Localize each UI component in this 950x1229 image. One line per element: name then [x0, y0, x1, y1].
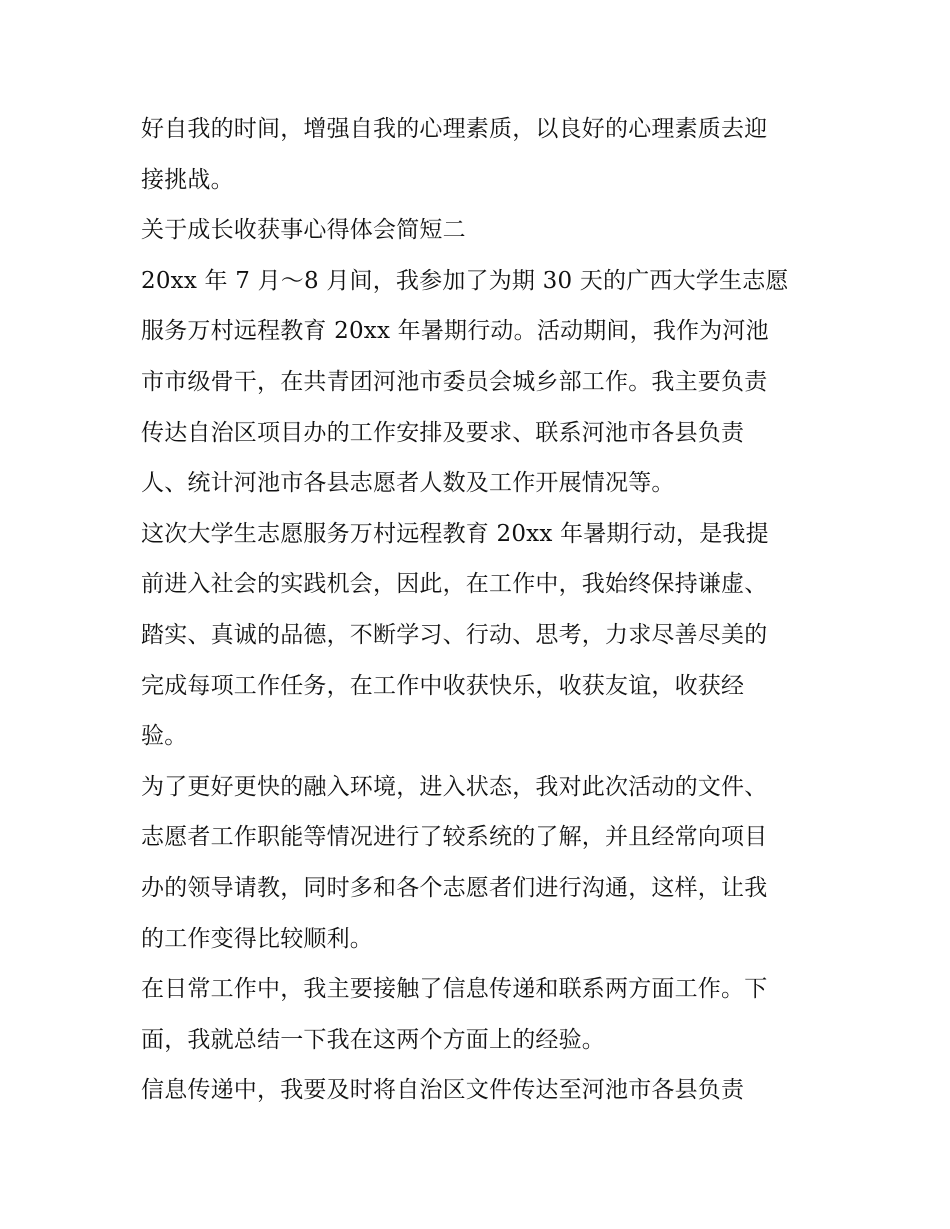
section-heading: 关于成长收获事心得体会简短二 [141, 217, 466, 244]
text-line: 前进入社会的实践机会，因此，在工作中，我始终保持谦虚、 [141, 571, 768, 598]
text-line: 踏实、真诚的品德，不断学习、行动、思考，力求尽善尽美的 [141, 621, 768, 648]
text-line: 在日常工作中，我主要接触了信息传递和联系两方面工作。下 [141, 976, 768, 1003]
text-line: 的工作变得比较顺利。 [141, 925, 373, 952]
text-line: 信息传递中，我要及时将自治区文件传达至河池市各县负责 [141, 1077, 745, 1104]
text-line: 服务万村远程教育 20xx 年暑期行动。活动期间，我作为河池 [141, 318, 769, 345]
text-line: 办的领导请教，同时多和各个志愿者们进行沟通，这样，让我 [141, 874, 768, 901]
text-line: 这次大学生志愿服务万村远程教育 20xx 年暑期行动，是我提 [141, 520, 769, 547]
text-line: 人、统计河池市各县志愿者人数及工作开展情况等。 [141, 470, 675, 497]
text-line: 志愿者工作职能等情况进行了较系统的了解，并且经常向项目 [141, 824, 768, 851]
text-line: 市市级骨干，在共青团河池市委员会城乡部工作。我主要负责 [141, 368, 768, 395]
text-line: 好自我的时间，增强自我的心理素质，以良好的心理素质去迎 [141, 116, 768, 142]
text-line: 20xx 年 7 月～8 月间，我参加了为期 30 天的广西大学生志愿 [141, 267, 789, 294]
text-line: 完成每项工作任务，在工作中收获快乐，收获友谊，收获经 [141, 672, 745, 699]
text-line: 接挑战。 [141, 166, 234, 193]
text-line: 传达自治区项目办的工作安排及要求、联系河池市各县负责 [141, 419, 745, 446]
text-line: 为了更好更快的融入环境，进入状态，我对此次活动的文件、 [141, 773, 768, 800]
document-body [141, 104, 821, 1116]
text-line: 验。 [141, 723, 188, 750]
text-line: 面，我就总结一下我在这两个方面上的经验。 [141, 1026, 605, 1053]
